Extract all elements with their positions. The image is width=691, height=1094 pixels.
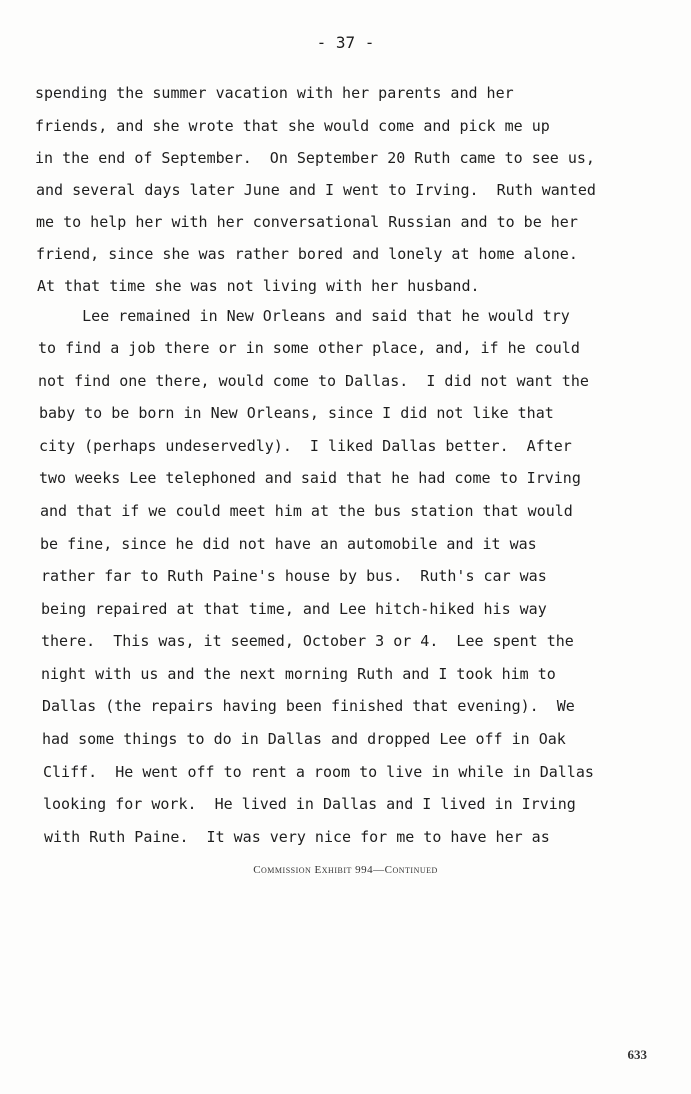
text-line: to find a job there or in some other place, and, if he could bbox=[38, 339, 580, 357]
text-line: friends, and she wrote that she would come and pick me up bbox=[35, 117, 550, 135]
text-line: night with us and the next morning Ruth and I took him to bbox=[41, 665, 556, 683]
exhibit-caption: Commission Exhibit 994—Continued bbox=[253, 864, 438, 876]
text-line: Dallas (the repairs having been finished that evening). We bbox=[42, 697, 575, 715]
text-line: At that time she was not living with her husband. bbox=[37, 277, 480, 295]
text-line: Cliff. He went off to rent a room to live in while in Dallas bbox=[43, 763, 594, 781]
text-line: baby to be born in New Orleans, since I did not like that bbox=[39, 404, 554, 422]
text-line: me to help her with her conversational Russian and to be her bbox=[36, 213, 578, 231]
text-line: spending the summer vacation with her parents and her bbox=[35, 84, 514, 102]
text-line: be fine, since he did not have an automobile and it was bbox=[40, 535, 537, 553]
text-line: Lee remained in New Orleans and said that he would try bbox=[37, 307, 570, 325]
text-line: had some things to do in Dallas and dropped Lee off in Oak bbox=[42, 730, 566, 748]
text-line: being repaired at that time, and Lee hitch-hiked his way bbox=[41, 600, 547, 618]
text-line: looking for work. He lived in Dallas and I lived in Irving bbox=[43, 795, 576, 813]
text-line: two weeks Lee telephoned and said that he had come to Irving bbox=[39, 469, 581, 487]
text-line: in the end of September. On September 20 Ruth came to see us, bbox=[35, 149, 595, 167]
text-line: rather far to Ruth Paine's house by bus. Ruth's car was bbox=[41, 567, 547, 585]
text-line: with Ruth Paine. It was very nice for me to have her as bbox=[44, 828, 550, 846]
text-line: not find one there, would come to Dallas. I did not want the bbox=[38, 372, 589, 390]
page-number: - 37 - bbox=[316, 33, 375, 52]
text-line: and that if we could meet him at the bus station that would bbox=[40, 502, 573, 520]
text-line: city (perhaps undeservedly). I liked Dallas better. After bbox=[39, 437, 572, 455]
folio-number: 633 bbox=[627, 1047, 647, 1062]
text-line: and several days later June and I went to Irving. Ruth wanted bbox=[36, 181, 596, 199]
text-line: friend, since she was rather bored and lonely at home alone. bbox=[36, 245, 578, 263]
text-line: there. This was, it seemed, October 3 or 4. Lee spent the bbox=[41, 632, 574, 650]
